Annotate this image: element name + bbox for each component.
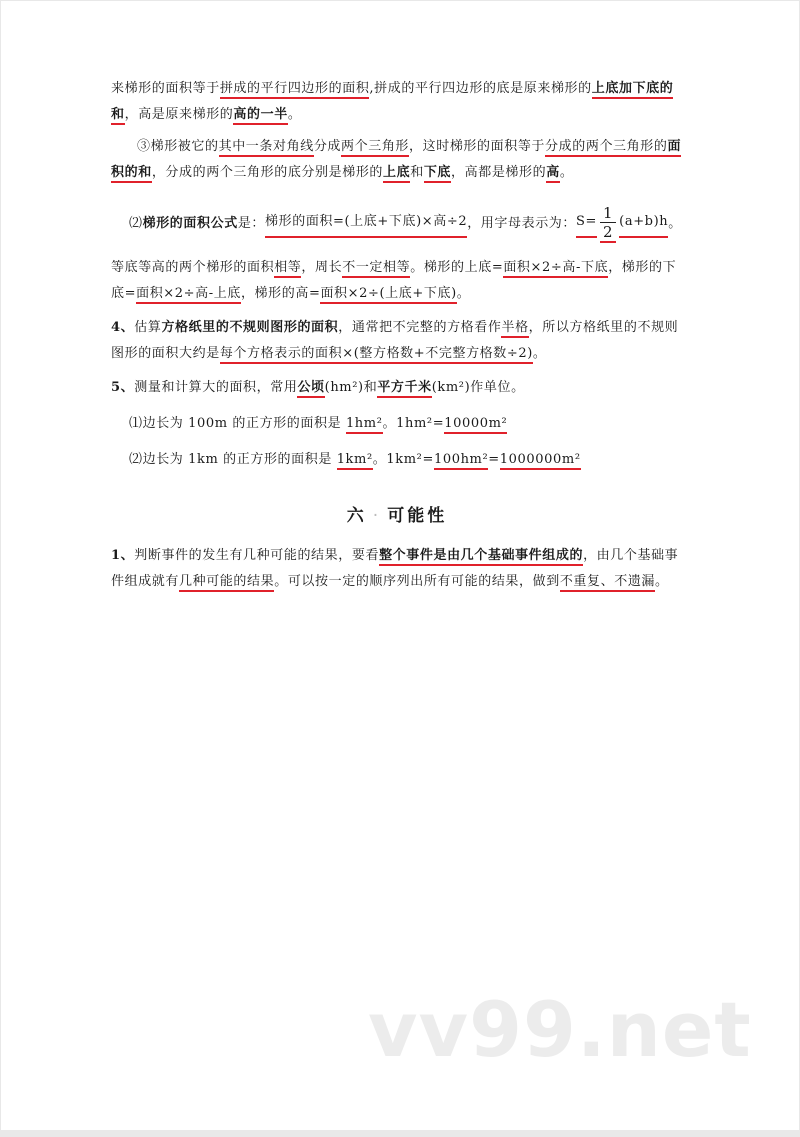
text: 等底等高的两个梯形的面积	[111, 260, 275, 275]
text: ⑵边长为 1km 的正方形的面积是	[129, 452, 337, 467]
paragraph-trapezoid-parallelogram	[111, 76, 683, 128]
paragraph-irregular-area	[111, 315, 683, 367]
text: 估算	[134, 320, 162, 335]
text: ，所以方格纸里的不规则图形的面积大约是	[111, 320, 679, 361]
text: 分成	[313, 139, 342, 154]
text: 来梯形的面积等于	[111, 81, 220, 96]
sub-item-hectare	[111, 411, 683, 437]
underlined-keyword: 两个三角形	[341, 139, 409, 157]
section-number: 六	[346, 506, 367, 526]
underlined-keyword: 上底	[383, 165, 410, 183]
trapezoid-area-formula	[111, 204, 683, 243]
text: ，梯形的高=	[240, 286, 321, 301]
text: ，周长	[301, 260, 343, 275]
underlined-keyword: 1000000m²	[500, 452, 581, 470]
text: 判断事件的发生有几种可能的结果，要看	[134, 548, 380, 563]
page-bottom-edge	[0, 1130, 800, 1137]
fraction-numerator: 1	[600, 204, 616, 223]
underlined-keyword: 其中一条对角线	[219, 139, 314, 157]
text: 测量和计算大的面积，常用	[134, 380, 298, 395]
text: 。梯形的上底=	[410, 260, 504, 275]
underlined-keyword: 面积的和	[111, 139, 681, 183]
paragraph-equal-trapezoids	[111, 255, 683, 307]
underlined-keyword: 半格	[501, 320, 528, 338]
underlined-keyword: 100hm²	[434, 452, 488, 470]
item-number: 5、	[111, 380, 135, 395]
bold-heading: 方格纸里的不规则图形的面积	[161, 320, 339, 335]
text: =	[488, 452, 500, 467]
section-title: 可能性	[387, 506, 448, 526]
paragraph-probability-outcomes	[111, 543, 683, 595]
text: 。	[532, 346, 547, 361]
text: ，通常把不完整的方格看作	[338, 320, 502, 335]
text: 。	[287, 107, 302, 122]
text: ,拼成的平行四边形的底是原来梯形的	[369, 81, 592, 96]
separator-dot: ·	[372, 506, 382, 526]
text: 。1hm²=	[382, 416, 445, 431]
underlined-keyword: 公顷	[297, 380, 324, 398]
text: ⑵	[129, 215, 143, 231]
text: 。	[456, 286, 471, 301]
underlined-keyword: 10000m²	[444, 416, 507, 434]
text: ，由几个基础事件组成就有	[111, 548, 679, 589]
text: 。	[655, 574, 669, 589]
text: 。1km²=	[372, 452, 434, 467]
underlined-keyword: 下底	[424, 165, 451, 183]
fraction-one-half	[600, 204, 616, 243]
text: ，梯形的下底=	[111, 260, 677, 301]
bold-heading: 梯形的面积公式	[142, 215, 238, 231]
underlined-keyword: 不重复、不遗漏	[560, 574, 655, 592]
item-number: 1、	[111, 548, 135, 563]
underlined-keyword: S=	[576, 209, 597, 238]
text: ，用字母表示为：	[467, 215, 577, 231]
underlined-keyword: 高的一半	[233, 107, 287, 125]
text: ，分成的两个三角形的底分别是梯形的	[151, 165, 384, 180]
underlined-keyword: 平方千米	[377, 380, 431, 398]
fraction-denominator: 2	[600, 223, 616, 243]
paragraph-large-area-units	[111, 375, 683, 401]
underlined-keyword: 高	[546, 165, 560, 183]
underlined-keyword: 拼成的平行四边形的面积	[220, 81, 370, 99]
watermark-text: vv99.net	[368, 985, 752, 1074]
text: 和	[410, 165, 424, 180]
paragraph-diagonal-split	[111, 134, 683, 186]
underlined-keyword: 梯形的面积=(上底+下底)×高÷2	[265, 209, 467, 238]
text: ，高是原来梯形的	[124, 107, 234, 122]
underlined-keyword: 1km²	[337, 452, 373, 470]
underlined-keyword: 面积×2÷(上底+下底)	[320, 286, 456, 304]
item-number: 4、	[111, 320, 135, 335]
text: ⑴边长为 100m 的正方形的面积是	[129, 416, 346, 431]
text: 是：	[237, 215, 266, 231]
underlined-keyword: 面积×2÷高-下底	[503, 260, 608, 278]
sub-item-square-km	[111, 447, 683, 473]
text: ，这时梯形的面积等于	[409, 139, 546, 154]
underlined-keyword: 面积×2÷高-上底	[136, 286, 241, 304]
section-heading-probability	[111, 503, 683, 529]
text: ，高都是梯形的	[451, 165, 547, 180]
underlined-keyword: 整个事件是由几个基础事件组成的	[379, 548, 583, 566]
underlined-keyword: 几种可能的结果	[179, 574, 274, 592]
underlined-keyword: 每个方格表示的面积×(整方格数+不完整方格数÷2)	[220, 346, 533, 364]
underlined-keyword: 上底加下底的和	[111, 81, 673, 125]
document-content	[111, 76, 683, 595]
underlined-keyword: 分成的两个三角形的	[545, 139, 667, 157]
text: (km²)作单位。	[431, 380, 525, 395]
underlined-keyword: 不一定相等	[342, 260, 410, 278]
text: 。可以按一定的顺序列出所有可能的结果，做到	[274, 574, 560, 589]
underlined-keyword: (a+b)h	[619, 209, 668, 238]
text: (hm²)和	[324, 380, 378, 395]
text: 。	[668, 215, 682, 231]
underlined-keyword: 相等	[274, 260, 301, 278]
text: 。	[559, 165, 574, 180]
text: ③梯形被它的	[137, 139, 219, 154]
underlined-keyword: 1hm²	[346, 416, 383, 434]
